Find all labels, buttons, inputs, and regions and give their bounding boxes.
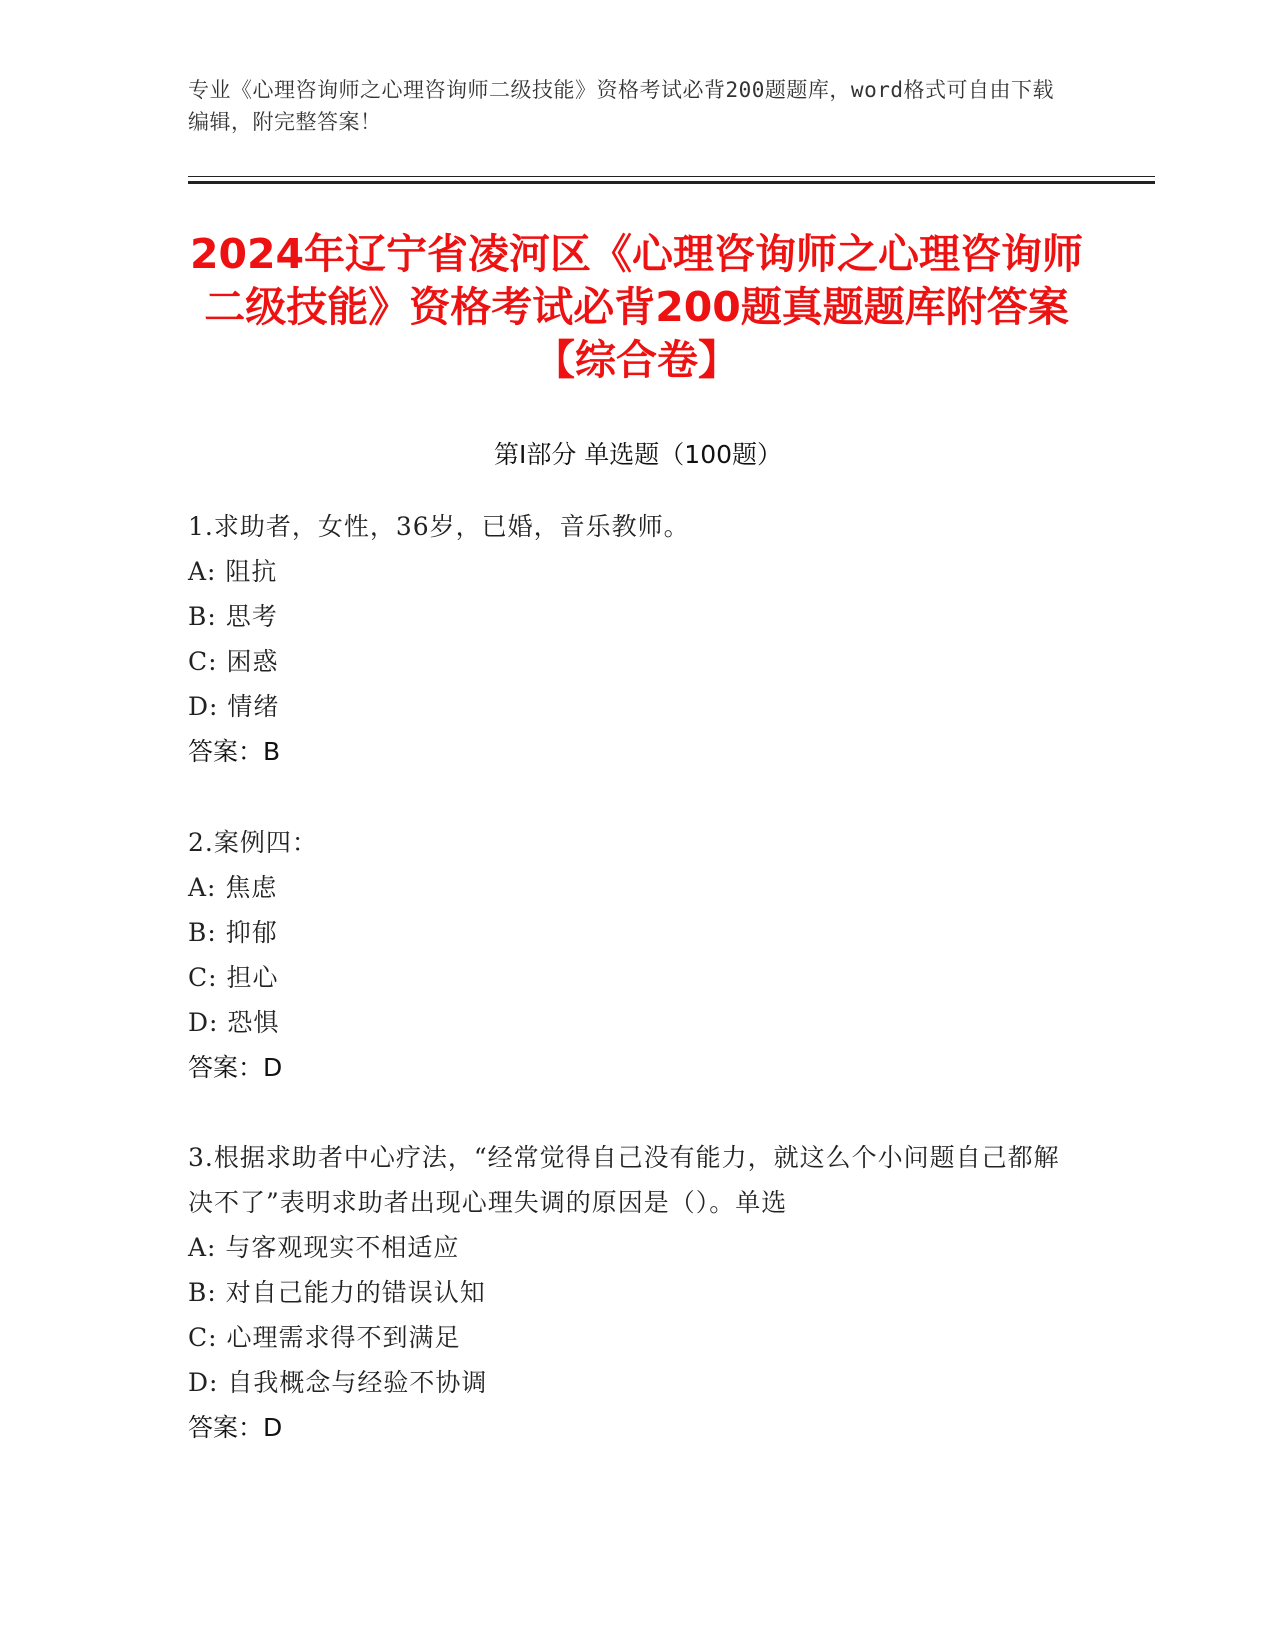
question-2 <box>188 820 1068 1090</box>
question-1 <box>188 504 1068 774</box>
header-note: 专业《心理咨询师之心理咨询师二级技能》资格考试必背200题题库，word格式可自由下载编辑，附完整答案！ <box>188 78 1054 134</box>
header-rule-thick <box>188 181 1155 184</box>
option-c: C: 困惑 <box>188 647 279 676</box>
answer: 答案：D <box>188 1413 283 1442</box>
option-d: D: 情绪 <box>188 692 280 721</box>
section-title: 第I部分 单选题（100题） <box>493 440 783 469</box>
option-a: A: 阻抗 <box>188 557 278 586</box>
question-text: 2.案例四： <box>188 828 318 857</box>
option-b: B: 思考 <box>188 602 278 631</box>
option-b: B: 抑郁 <box>188 918 278 947</box>
option-a: A: 焦虑 <box>188 873 278 902</box>
question-text: 3.根据求助者中心疗法，“经常觉得自己没有能力，就这么个小问题自己都解决不了”表明求助者出现心理失调的原因是（）。单选 <box>188 1143 1060 1217</box>
option-c: C: 心理需求得不到满足 <box>188 1323 461 1352</box>
document-title: 2024年辽宁省凌河区《心理咨询师之心理咨询师二级技能》资格考试必背200题真题题库附答案【综合卷】 <box>189 230 1084 384</box>
option-a: A: 与客观现实不相适应 <box>188 1233 460 1262</box>
option-d: D: 恐惧 <box>188 1008 280 1037</box>
question-text: 1.求助者，女性，36岁，已婚，音乐教师。 <box>188 512 690 541</box>
answer: 答案：B <box>188 737 281 766</box>
option-c: C: 担心 <box>188 963 279 992</box>
option-d: D: 自我概念与经验不协调 <box>188 1368 488 1397</box>
header-rule-thin <box>188 176 1155 177</box>
option-b: B: 对自己能力的错误认知 <box>188 1278 486 1307</box>
answer: 答案：D <box>188 1053 283 1082</box>
question-3 <box>188 1135 1068 1450</box>
